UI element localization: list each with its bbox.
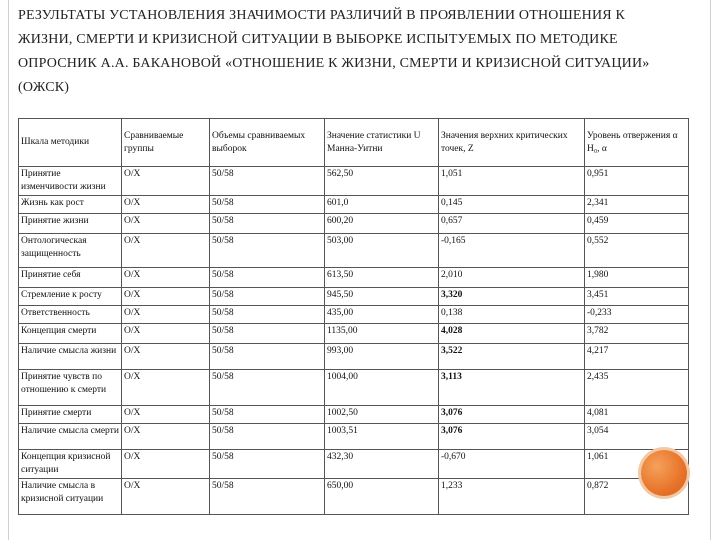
table-row [19, 234, 689, 268]
cell-alpha: 3,054 [585, 424, 689, 450]
cell-groups: O/X [122, 196, 210, 214]
table-row [19, 288, 689, 306]
table-row [19, 214, 689, 234]
cell-sample-size: 50/58 [210, 167, 325, 196]
cell-alpha: 1,061 [585, 450, 689, 479]
cell-alpha: 0,951 [585, 167, 689, 196]
table-row [19, 306, 689, 324]
table-row [19, 324, 689, 344]
cell-groups: O/X [122, 324, 210, 344]
cell-scale: Принятие смерти [19, 406, 122, 424]
cell-z: 4,028 [439, 324, 585, 344]
cell-u: 503,00 [325, 234, 439, 268]
table-header-row [19, 119, 689, 167]
cell-z: 2,010 [439, 268, 585, 288]
table-row [19, 370, 689, 406]
cell-scale: Концепция смерти [19, 324, 122, 344]
cell-scale: Стремление к росту [19, 288, 122, 306]
cell-alpha: 4,217 [585, 344, 689, 370]
cell-sample-size: 50/58 [210, 406, 325, 424]
cell-groups: O/X [122, 450, 210, 479]
cell-sample-size: 50/58 [210, 214, 325, 234]
cell-z: 0,138 [439, 306, 585, 324]
cell-groups: O/X [122, 306, 210, 324]
cell-u: 435,00 [325, 306, 439, 324]
table-row [19, 268, 689, 288]
cell-u: 650,00 [325, 479, 439, 515]
cell-z: 3,076 [439, 424, 585, 450]
cell-u: 1004,00 [325, 370, 439, 406]
decorative-circle [641, 450, 687, 496]
cell-groups: O/X [122, 406, 210, 424]
cell-alpha: 3,782 [585, 324, 689, 344]
cell-u: 1003,51 [325, 424, 439, 450]
results-table [18, 118, 689, 515]
cell-z: -0,670 [439, 450, 585, 479]
table-row [19, 479, 689, 515]
cell-scale: Ответственность [19, 306, 122, 324]
header-critical-z: Значения верхних критических точек, Z [439, 119, 585, 167]
cell-u: 600,20 [325, 214, 439, 234]
cell-sample-size: 50/58 [210, 324, 325, 344]
cell-z: 3,113 [439, 370, 585, 406]
cell-scale: Наличие смысла жизни [19, 344, 122, 370]
cell-u: 993,00 [325, 344, 439, 370]
cell-sample-size: 50/58 [210, 196, 325, 214]
cell-z: 3,076 [439, 406, 585, 424]
cell-sample-size: 50/58 [210, 424, 325, 450]
cell-sample-size: 50/58 [210, 234, 325, 268]
cell-sample-size: 50/58 [210, 288, 325, 306]
cell-scale: Принятие чувств по отношению к смерти [19, 370, 122, 406]
header-scale: Шкала методики [19, 119, 122, 167]
cell-scale: Онтологическая защищенность [19, 234, 122, 268]
cell-scale: Принятие жизни [19, 214, 122, 234]
slide-title: РЕЗУЛЬТАТЫ УСТАНОВЛЕНИЯ ЗНАЧИМОСТИ РАЗЛИЧИЙ В ПРОЯВЛЕНИИ ОТНОШЕНИЯ К ЖИЗНИ, СМЕРТИ И КРИЗИСНОЙ СИТУАЦИИ В ВЫБОРКЕ ИСПЫТУЕМЫХ ПО МЕТОДИКЕ ОПРОСНИК А.А. БАКАНОВОЙ «ОТНОШЕНИЕ К ЖИЗНИ, СМЕРТИ И КРИЗИСНОЙ СИТУАЦИИ» (ОЖСК) [18, 8, 650, 95]
table-row [19, 344, 689, 370]
cell-u: 432,30 [325, 450, 439, 479]
cell-scale: Принятие себя [19, 268, 122, 288]
cell-sample-size: 50/58 [210, 306, 325, 324]
cell-z: 1,051 [439, 167, 585, 196]
cell-groups: O/X [122, 167, 210, 196]
cell-u: 1002,50 [325, 406, 439, 424]
cell-groups: O/X [122, 370, 210, 406]
table-row [19, 406, 689, 424]
cell-scale: Концепция кризисной ситуации [19, 450, 122, 479]
cell-groups: O/X [122, 234, 210, 268]
header-groups: Сравниваемые группы [122, 119, 210, 167]
cell-z: 1,233 [439, 479, 585, 515]
header-sample-size: Объемы сравниваемых выборок [210, 119, 325, 167]
cell-u: 945,50 [325, 288, 439, 306]
header-alpha: Уровень отвержения α H₀, α [585, 119, 689, 167]
cell-groups: O/X [122, 288, 210, 306]
cell-u: 613,50 [325, 268, 439, 288]
cell-groups: O/X [122, 424, 210, 450]
cell-scale: Наличие смысла смерти [19, 424, 122, 450]
cell-groups: O/X [122, 214, 210, 234]
cell-alpha: -0,233 [585, 306, 689, 324]
table-row [19, 167, 689, 196]
cell-u: 601,0 [325, 196, 439, 214]
cell-z: 0,657 [439, 214, 585, 234]
cell-alpha: 3,451 [585, 288, 689, 306]
cell-groups: O/X [122, 479, 210, 515]
cell-z: -0,165 [439, 234, 585, 268]
cell-sample-size: 50/58 [210, 268, 325, 288]
header-u-statistic: Значение статистики U Манна-Уитни [325, 119, 439, 167]
cell-alpha: 4,081 [585, 406, 689, 424]
table-row [19, 424, 689, 450]
table-row [19, 196, 689, 214]
cell-sample-size: 50/58 [210, 344, 325, 370]
cell-z: 3,320 [439, 288, 585, 306]
cell-scale: Принятие изменчивости жизни [19, 167, 122, 196]
cell-alpha: 2,341 [585, 196, 689, 214]
cell-sample-size: 50/58 [210, 450, 325, 479]
cell-z: 3,522 [439, 344, 585, 370]
cell-alpha: 1,980 [585, 268, 689, 288]
cell-u: 562,50 [325, 167, 439, 196]
cell-alpha: 0,872 [585, 479, 689, 515]
cell-sample-size: 50/58 [210, 479, 325, 515]
cell-alpha: 0,459 [585, 214, 689, 234]
cell-scale: Наличие смысла в кризисной ситуации [19, 479, 122, 515]
cell-alpha: 0,552 [585, 234, 689, 268]
table-body [19, 167, 689, 515]
cell-u: 1135,00 [325, 324, 439, 344]
cell-groups: O/X [122, 268, 210, 288]
table-row [19, 450, 689, 479]
cell-scale: Жизнь как рост [19, 196, 122, 214]
cell-z: 0,145 [439, 196, 585, 214]
cell-sample-size: 50/58 [210, 370, 325, 406]
cell-groups: O/X [122, 344, 210, 370]
cell-alpha: 2,435 [585, 370, 689, 406]
